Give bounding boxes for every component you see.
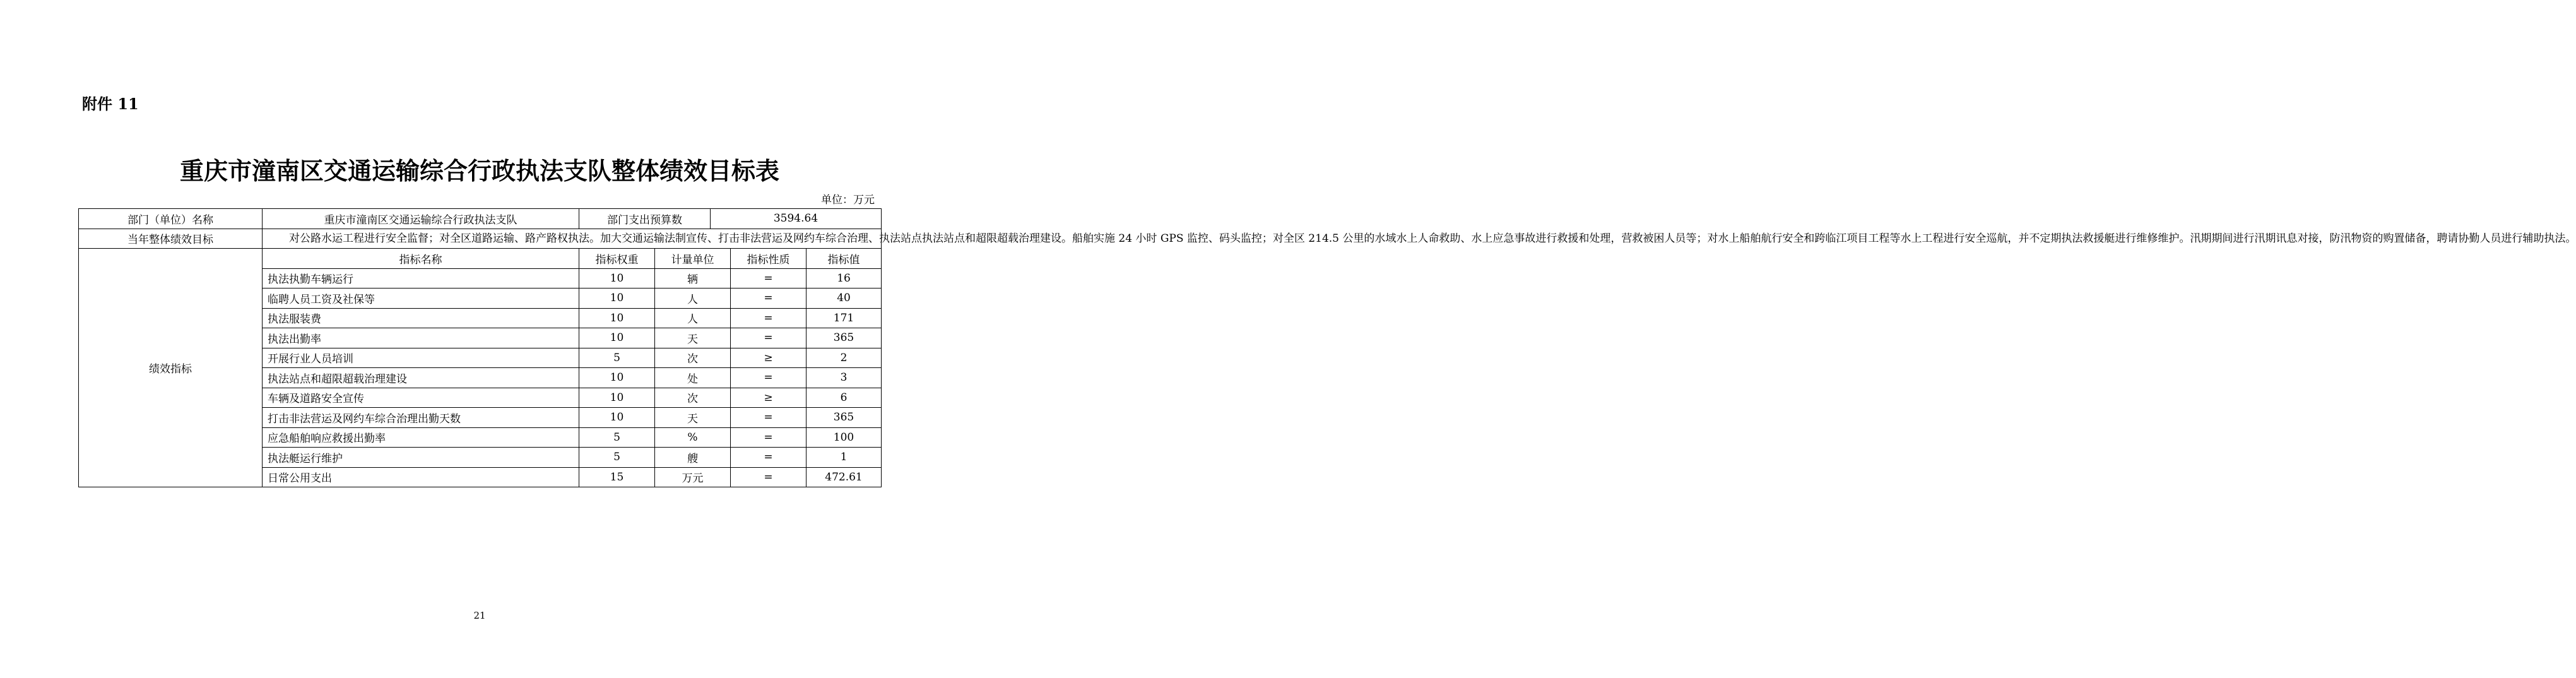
indicator-unit: 人 [655,308,731,328]
indicator-value: 365 [806,408,882,428]
indicator-nature: = [731,268,806,288]
dept-name-value: 重庆市潼南区交通运输综合行政执法支队 [263,209,579,229]
indicator-value: 1 [806,448,882,468]
indicator-weight: 10 [579,408,655,428]
indicator-name: 执法站点和超限超载治理建设 [263,368,579,388]
indicator-nature: = [731,328,806,348]
indicator-name: 打击非法营运及网约车综合治理出勤天数 [263,408,579,428]
indicator-weight: 10 [579,268,655,288]
indicator-nature: = [731,427,806,448]
indicator-value: 40 [806,288,882,309]
budget-value: 3594.64 [711,209,882,229]
performance-target-table [78,208,2576,487]
indicator-nature: = [731,288,806,309]
indicator-name: 执法艇运行维护 [263,448,579,468]
indicator-unit: 天 [655,328,731,348]
indicator-name: 执法执勤车辆运行 [263,268,579,288]
unit-label: 单位：万元 [821,194,875,206]
header-row [79,209,882,229]
indicator-name: 临聘人员工资及社保等 [263,288,579,309]
indicator-unit: 天 [655,408,731,428]
indicator-value: 365 [806,328,882,348]
indicator-unit: % [655,427,731,448]
attachment-label: 附件 11 [82,95,139,113]
column-header-name: 指标名称 [263,249,579,269]
indicator-weight: 10 [579,288,655,309]
indicator-weight: 15 [579,467,655,487]
indicator-nature: = [731,448,806,468]
dept-name-label: 部门（单位）名称 [79,209,263,229]
indicator-nature: ≥ [731,348,806,368]
indicator-value: 2 [806,348,882,368]
indicator-weight: 10 [579,388,655,408]
indicator-nature: = [731,408,806,428]
annual-goal-label: 当年整体绩效目标 [79,229,263,249]
column-header-weight: 指标权重 [579,249,655,269]
indicator-weight: 10 [579,368,655,388]
annual-goal-text [263,229,2576,249]
column-header-value: 指标值 [806,249,882,269]
indicator-name: 开展行业人员培训 [263,348,579,368]
indicator-value: 3 [806,368,882,388]
indicator-weight: 5 [579,448,655,468]
indicator-weight: 10 [579,328,655,348]
indicator-unit: 次 [655,388,731,408]
indicator-nature: ≥ [731,388,806,408]
indicator-header-row [79,249,882,269]
document-title: 重庆市潼南区交通运输综合行政执法支队整体绩效目标表 [179,157,779,185]
indicator-weight: 10 [579,308,655,328]
column-header-unit: 计量单位 [655,249,731,269]
indicator-unit: 艘 [655,448,731,468]
indicator-name: 执法服装费 [263,308,579,328]
indicator-nature: = [731,308,806,328]
indicator-weight: 5 [579,348,655,368]
indicator-unit: 处 [655,368,731,388]
indicator-nature: = [731,368,806,388]
indicator-unit: 辆 [655,268,731,288]
indicator-unit: 次 [655,348,731,368]
indicators-label: 绩效指标 [79,249,263,487]
indicator-value: 6 [806,388,882,408]
annual-goal-row [79,229,882,249]
indicator-value: 100 [806,427,882,448]
annual-goal-text-content: 对公路水运工程进行安全监督；对全区道路运输、路产路权执法。加大交通运输法制宣传、打击非法营运及网约车综合治理、执法站点执法站点和超限超载治理建设。船舶实施 24 小时 GPS 监控、码头监控；对全区 214.5 公里的水域水上人命救助、水上应急事故进行救援和处理，营救被困人员等；对水上船舶航行安全和跨临江项目工程等水上工程进行安全巡航，并不定期执法救援艇进行维修维护。汛期期间进行汛期讯息对接，防汛物资的购置储备，聘请协勤人员进行辅助执法。 [289,232,2576,245]
indicator-unit: 万元 [655,467,731,487]
indicator-value: 16 [806,268,882,288]
indicator-name: 日常公用支出 [263,467,579,487]
column-header-nature: 指标性质 [731,249,806,269]
budget-label: 部门支出预算数 [579,209,711,229]
indicator-name: 应急船舶响应救援出勤率 [263,427,579,448]
indicator-nature: = [731,467,806,487]
indicator-value: 472.61 [806,467,882,487]
indicator-weight: 5 [579,427,655,448]
page-number: 21 [473,610,486,621]
indicator-name: 执法出勤率 [263,328,579,348]
indicator-unit: 人 [655,288,731,309]
indicator-name: 车辆及道路安全宣传 [263,388,579,408]
indicator-value: 171 [806,308,882,328]
